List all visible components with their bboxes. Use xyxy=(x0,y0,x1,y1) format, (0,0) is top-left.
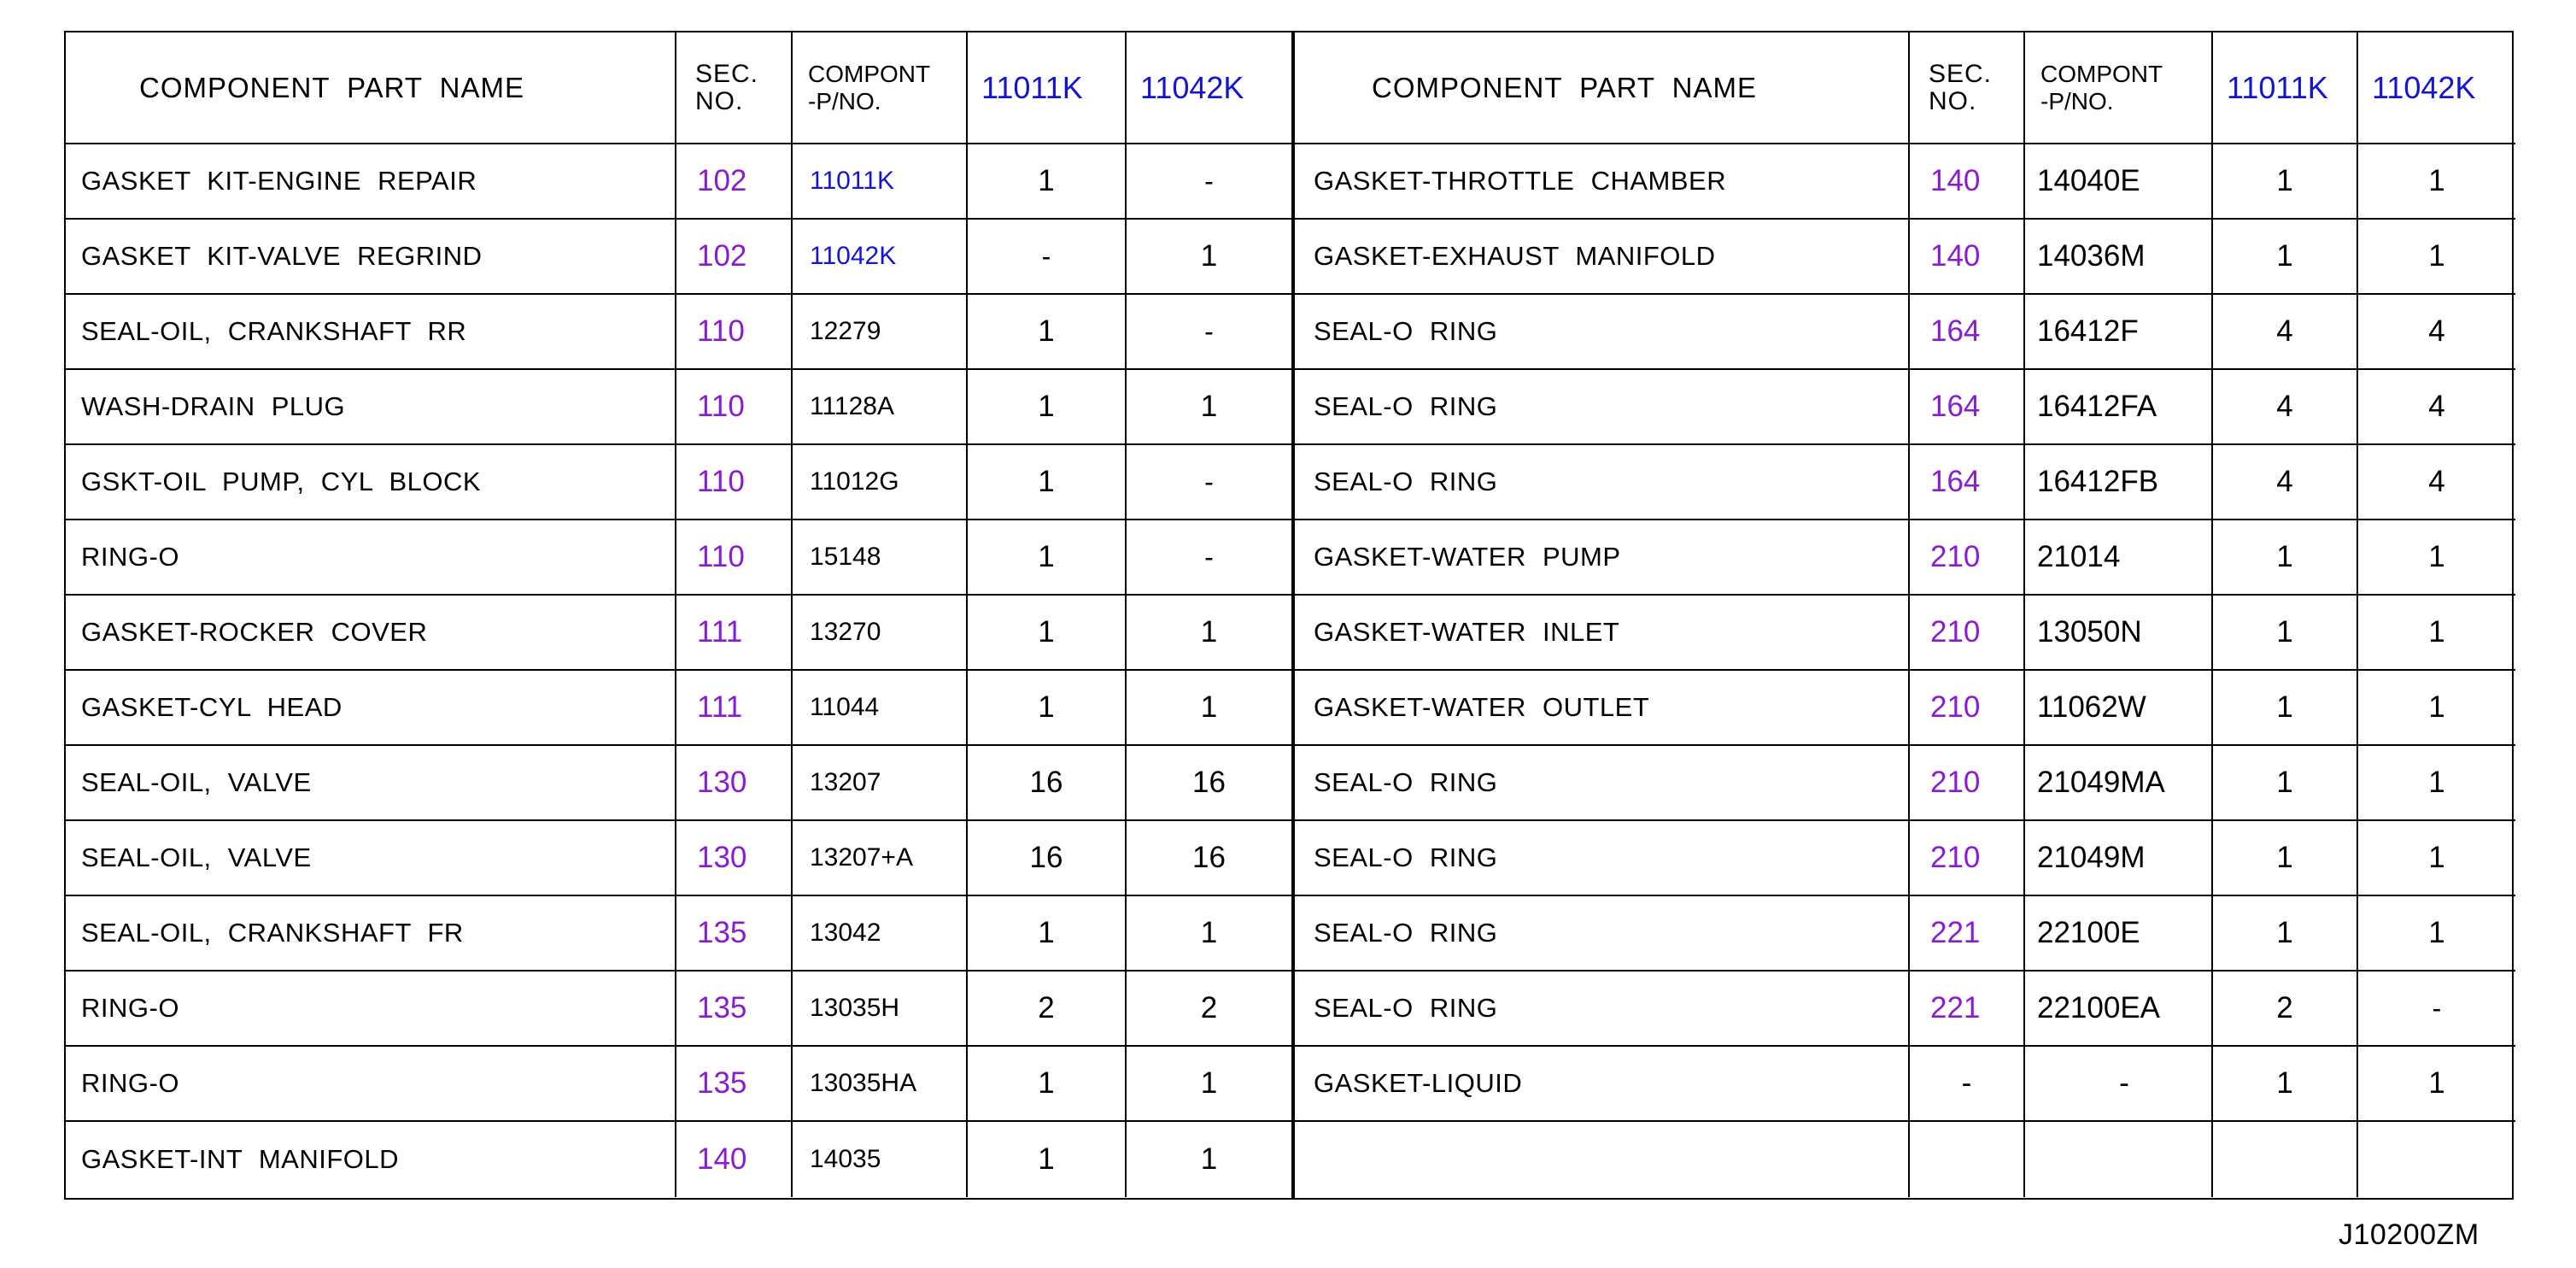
section-number: 111 xyxy=(676,596,793,671)
section-number: 110 xyxy=(676,520,793,596)
section-number: 164 xyxy=(1910,370,2025,445)
part-name: GASKET KIT-VALVE REGRIND xyxy=(66,220,676,295)
header-kit-11011k: 11011K xyxy=(2213,32,2358,144)
component-part-number: 14036M xyxy=(2025,220,2213,295)
section-number: 130 xyxy=(676,746,793,821)
qty-11042k: - xyxy=(1127,445,1291,520)
qty-11042k: 1 xyxy=(2358,220,2515,295)
section-number: 221 xyxy=(1910,896,2025,972)
component-part-number xyxy=(2025,1122,2213,1197)
header-component-part-name: COMPONENT PART NAME xyxy=(1295,32,1910,144)
qty-11011k: 1 xyxy=(2213,746,2358,821)
qty-11042k: 1 xyxy=(1127,1047,1291,1122)
header-sec-no-line1: SEC. xyxy=(1929,59,1993,88)
component-part-number: 21014 xyxy=(2025,520,2213,596)
qty-11042k: 1 xyxy=(1200,1142,1218,1176)
section-number: 110 xyxy=(676,295,793,370)
component-part-number: 21049M xyxy=(2025,821,2213,896)
part-name: GASKET-CYL HEAD xyxy=(66,671,676,746)
section-number: 164 xyxy=(1910,445,2025,520)
component-part-number: 13207+A xyxy=(793,821,968,896)
qty-11042k: 1 xyxy=(2358,144,2515,220)
component-part-number: 11012G xyxy=(793,445,968,520)
section-number: 140 xyxy=(676,1122,793,1197)
part-name: GASKET-WATER INLET xyxy=(1295,596,1910,671)
qty-11011k: 4 xyxy=(2213,295,2358,370)
component-part-number: 22100EA xyxy=(2025,972,2213,1047)
part-name: WASH-DRAIN PLUG xyxy=(66,370,676,445)
qty-11011k: 16 xyxy=(968,746,1127,821)
qty-11011k: 1 xyxy=(2213,896,2358,972)
qty-11011k: 1 xyxy=(2213,821,2358,896)
section-number: 110 xyxy=(676,445,793,520)
qty-11042k: 1 xyxy=(2358,596,2515,671)
part-name: GASKET-INT MANIFOLD xyxy=(66,1122,676,1197)
part-name: GASKET-WATER PUMP xyxy=(1295,520,1910,596)
section-number: 210 xyxy=(1910,746,2025,821)
section-number: 135 xyxy=(676,1047,793,1122)
part-name: GASKET-LIQUID xyxy=(1295,1047,1910,1122)
qty-11042k: 16 xyxy=(1127,821,1291,896)
qty-11011k: 4 xyxy=(2213,370,2358,445)
section-number: 135 xyxy=(676,972,793,1047)
part-name: SEAL-O RING xyxy=(1295,896,1910,972)
header-sec-no-line2: NO. xyxy=(1929,86,1977,115)
header-component-part-name: COMPONENT PART NAME xyxy=(66,32,676,144)
component-part-number: 11128A xyxy=(793,370,968,445)
qty-11011k: 1 xyxy=(2213,671,2358,746)
qty-11011k: 1 xyxy=(968,596,1127,671)
header-component-pno xyxy=(793,32,968,144)
qty-11042k: 1 xyxy=(1127,896,1291,972)
parts-table-left xyxy=(66,32,1291,1198)
header-component-pno xyxy=(2025,32,2213,144)
qty-11011k: 2 xyxy=(2213,972,2358,1047)
qty-11011k: 1 xyxy=(968,295,1127,370)
qty-11011k: 2 xyxy=(968,972,1127,1047)
qty-11011k: 1 xyxy=(968,445,1127,520)
part-name: GASKET-WATER OUTLET xyxy=(1295,671,1910,746)
qty-11042k: - xyxy=(2358,972,2515,1047)
header-sec-no-line2: NO. xyxy=(695,86,744,115)
part-name: SEAL-OIL, VALVE xyxy=(66,821,676,896)
part-name: RING-O xyxy=(66,1047,676,1122)
section-number: 210 xyxy=(1910,821,2025,896)
part-name: SEAL-O RING xyxy=(1295,821,1910,896)
component-part-number: 14035 xyxy=(793,1122,968,1197)
section-number: - xyxy=(1910,1047,2025,1122)
header-component-pno-line1: COMPONT xyxy=(2040,60,2163,87)
part-name: SEAL-O RING xyxy=(1295,972,1910,1047)
part-name: GASKET-EXHAUST MANIFOLD xyxy=(1295,220,1910,295)
qty-11011k: 1 xyxy=(2213,220,2358,295)
qty-11042k: - xyxy=(1127,295,1291,370)
qty-11042k xyxy=(2358,1122,2515,1197)
qty-11042k: - xyxy=(1127,520,1291,596)
qty-11042k: 1 xyxy=(1127,370,1291,445)
qty-11011k: 1 xyxy=(968,671,1127,746)
qty-11011k: 4 xyxy=(2213,445,2358,520)
component-part-number: 16412FB xyxy=(2025,445,2213,520)
component-part-number: 12279 xyxy=(793,295,968,370)
qty-11011k: 1 xyxy=(2213,520,2358,596)
component-part-number: 15148 xyxy=(793,520,968,596)
component-part-number: 22100E xyxy=(2025,896,2213,972)
qty-11011k: 1 xyxy=(968,1122,1127,1197)
qty-11042k: 1 xyxy=(2358,746,2515,821)
diagram-code: J10200ZM xyxy=(2339,1218,2479,1251)
section-number: 210 xyxy=(1910,596,2025,671)
qty-11042k: 1 xyxy=(2358,821,2515,896)
qty-11042k: 1 xyxy=(2358,896,2515,972)
part-name: GASKET-ROCKER COVER xyxy=(66,596,676,671)
qty-11011k: 1 xyxy=(968,1047,1127,1122)
section-number: 221 xyxy=(1910,972,2025,1047)
parts-table xyxy=(64,31,2514,1200)
qty-11042k: 4 xyxy=(2358,295,2515,370)
qty-11011k xyxy=(2213,1122,2358,1197)
component-part-number: 21049MA xyxy=(2025,746,2213,821)
section-number xyxy=(1910,1122,2025,1197)
qty-11042k: 2 xyxy=(1127,972,1291,1047)
qty-11011k: - xyxy=(968,220,1127,295)
part-name: RING-O xyxy=(66,972,676,1047)
component-part-number: - xyxy=(2025,1047,2213,1122)
component-part-number: 13050N xyxy=(2025,596,2213,671)
section-number: 210 xyxy=(1910,671,2025,746)
qty-11042k: 1 xyxy=(1127,220,1291,295)
qty-11042k: 1 xyxy=(1127,596,1291,671)
component-part-number: 13035HA xyxy=(793,1047,968,1122)
part-name: GASKET KIT-ENGINE REPAIR xyxy=(66,144,676,220)
part-name: SEAL-OIL, CRANKSHAFT FR xyxy=(66,896,676,972)
part-name: GSKT-OIL PUMP, CYL BLOCK xyxy=(66,445,676,520)
section-number: 110 xyxy=(676,370,793,445)
part-name: RING-O xyxy=(66,520,676,596)
qty-11011k: 16 xyxy=(968,821,1127,896)
part-name: GASKET-THROTTLE CHAMBER xyxy=(1295,144,1910,220)
header-component-pno-line2: -P/NO. xyxy=(2040,87,2114,114)
component-part-number: 11011K xyxy=(793,144,968,220)
part-name: SEAL-O RING xyxy=(1295,295,1910,370)
qty-11011k: 1 xyxy=(2213,144,2358,220)
qty-11011k: 1 xyxy=(2213,1047,2358,1122)
header-sec-no-line1: SEC. xyxy=(695,59,759,88)
part-name: SEAL-O RING xyxy=(1295,746,1910,821)
qty-11011k: 1 xyxy=(968,520,1127,596)
qty-11042k: 1 xyxy=(1127,671,1291,746)
section-number: 210 xyxy=(1910,520,2025,596)
qty-11042k: 16 xyxy=(1127,746,1291,821)
component-part-number: 13042 xyxy=(793,896,968,972)
qty-11011k: 1 xyxy=(968,144,1127,220)
qty-11042k: 4 xyxy=(2358,370,2515,445)
header-sec-no xyxy=(676,32,793,144)
header-component-pno-line2: -P/NO. xyxy=(808,87,881,114)
header-component-pno-line1: COMPONT xyxy=(808,60,931,87)
section-number: 102 xyxy=(676,220,793,295)
part-name: SEAL-OIL, CRANKSHAFT RR xyxy=(66,295,676,370)
header-kit-11042k: 11042K xyxy=(2358,32,2515,144)
component-part-number: 13270 xyxy=(793,596,968,671)
qty-11042k: 1 xyxy=(2358,671,2515,746)
component-part-number: 13207 xyxy=(793,746,968,821)
qty-11042k: 4 xyxy=(2358,445,2515,520)
header-sec-no xyxy=(1910,32,2025,144)
section-number: 164 xyxy=(1910,295,2025,370)
section-number: 135 xyxy=(676,896,793,972)
qty-11011k: 1 xyxy=(968,896,1127,972)
qty-11011k: 1 xyxy=(2213,596,2358,671)
component-part-number: 16412F xyxy=(2025,295,2213,370)
section-number: 130 xyxy=(676,821,793,896)
qty-11011k: 1 xyxy=(968,370,1127,445)
qty-11042k: 1 xyxy=(2358,1047,2515,1122)
component-part-number: 11062W xyxy=(2025,671,2213,746)
part-name: SEAL-OIL, VALVE xyxy=(66,746,676,821)
section-number: 140 xyxy=(1910,144,2025,220)
part-name: SEAL-O RING xyxy=(1295,370,1910,445)
section-number: 102 xyxy=(676,144,793,220)
part-name: SEAL-O RING xyxy=(1295,445,1910,520)
header-kit-11011k: 11011K xyxy=(968,32,1127,144)
parts-table-right xyxy=(1295,32,2515,1198)
component-part-number: 11044 xyxy=(793,671,968,746)
section-number: 140 xyxy=(1910,220,2025,295)
component-part-number: 14040E xyxy=(2025,144,2213,220)
part-name xyxy=(1295,1122,1910,1197)
component-part-number: 13035H xyxy=(793,972,968,1047)
qty-11042k: - xyxy=(1127,144,1291,220)
qty-11042k: 1 xyxy=(2358,520,2515,596)
section-number: 111 xyxy=(676,671,793,746)
header-kit-11042k: 11042K xyxy=(1127,32,1291,144)
component-part-number: 11042K xyxy=(793,220,968,295)
component-part-number: 16412FA xyxy=(2025,370,2213,445)
